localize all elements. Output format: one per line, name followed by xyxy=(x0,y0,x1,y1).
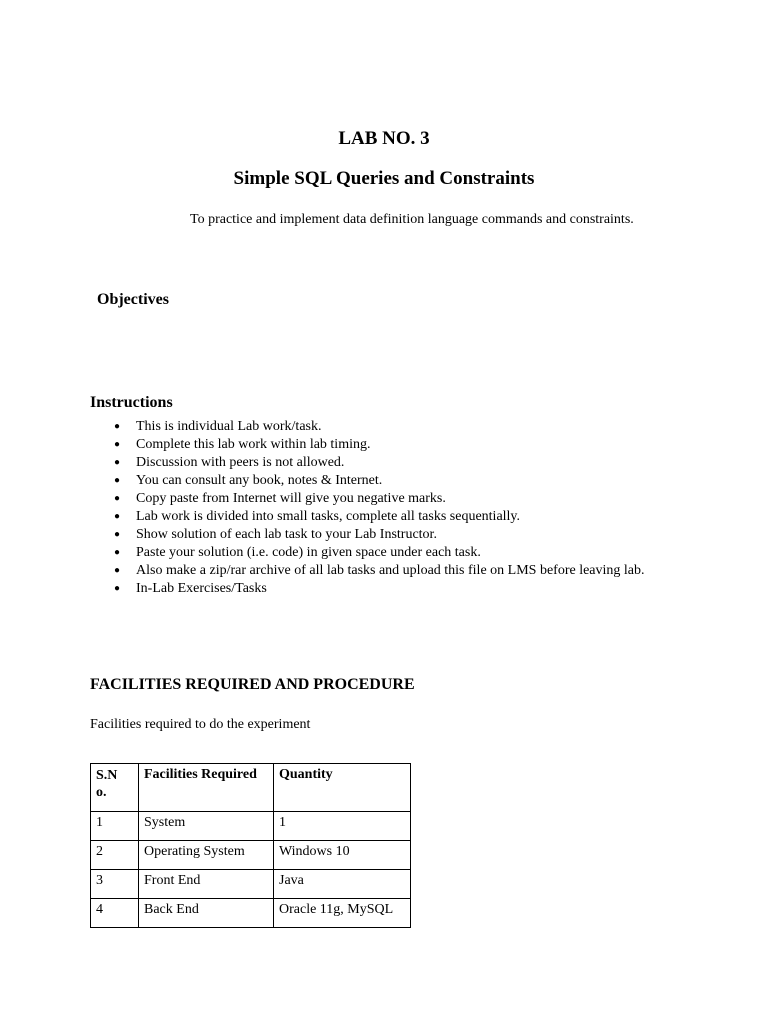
header-sno-text: S.No. xyxy=(96,768,118,800)
list-item-text: Also make a zip/rar archive of all lab tasks and upload this file on LMS before leaving lab. xyxy=(136,563,645,578)
list-item-text: Show solution of each lab task to your Lab Instructor. xyxy=(136,527,437,542)
instructions-heading: Instructions xyxy=(90,394,173,411)
objectives-label: Objectives xyxy=(97,291,169,308)
list-item xyxy=(90,562,690,580)
header-facilities: Facilities Required xyxy=(139,764,274,812)
list-item-text: Copy paste from Internet will give you negative marks. xyxy=(136,491,446,506)
bullet-icon: ● xyxy=(114,439,121,450)
bullet-icon: ● xyxy=(114,583,121,594)
list-item-text: In-Lab Exercises/Tasks xyxy=(136,581,267,596)
list-item-text: Paste your solution (i.e. code) in given space under each task. xyxy=(136,545,481,560)
cell-sno: 1 xyxy=(91,812,139,841)
list-item xyxy=(90,580,690,598)
cell-facility: System xyxy=(139,812,274,841)
facilities-table xyxy=(90,763,411,928)
header-sno xyxy=(91,764,139,812)
table-row xyxy=(91,841,411,870)
bullet-icon: ● xyxy=(114,529,121,540)
list-item-text: This is individual Lab work/task. xyxy=(136,419,322,434)
list-item-text: You can consult any book, notes & Internet. xyxy=(136,473,383,488)
list-item xyxy=(90,526,690,544)
list-item-text: Discussion with peers is not allowed. xyxy=(136,455,345,470)
bullet-icon: ● xyxy=(114,565,121,576)
list-item-text: Lab work is divided into small tasks, complete all tasks sequentially. xyxy=(136,509,521,524)
list-item xyxy=(90,418,690,436)
facilities-intro: Facilities required to do the experiment xyxy=(90,717,311,732)
header-quantity: Quantity xyxy=(274,764,411,812)
bullet-icon: ● xyxy=(114,475,121,486)
list-item xyxy=(90,490,690,508)
cell-facility: Operating System xyxy=(139,841,274,870)
bullet-icon: ● xyxy=(114,511,121,522)
cell-sno: 4 xyxy=(91,899,139,928)
lab-title-heading: Simple SQL Queries and Constraints xyxy=(233,168,535,189)
bullet-icon: ● xyxy=(114,457,121,468)
cell-quantity: Windows 10 xyxy=(274,841,411,870)
cell-quantity: 1 xyxy=(274,812,411,841)
table-row xyxy=(91,870,411,899)
list-item xyxy=(90,544,690,562)
objective-text: To practice and implement data definition language commands and constraints. xyxy=(190,212,634,227)
cell-facility: Back End xyxy=(139,899,274,928)
table-row xyxy=(91,812,411,841)
list-item-text: Complete this lab work within lab timing. xyxy=(136,437,371,452)
bullet-icon: ● xyxy=(114,493,121,504)
cell-quantity: Oracle 11g, MySQL xyxy=(274,899,411,928)
bullet-icon: ● xyxy=(114,547,121,558)
table-header-row xyxy=(91,764,411,812)
list-item xyxy=(90,472,690,490)
cell-sno: 3 xyxy=(91,870,139,899)
lab-number-heading: LAB NO. 3 xyxy=(338,128,430,149)
cell-sno: 2 xyxy=(91,841,139,870)
list-item xyxy=(90,508,690,526)
facilities-heading: FACILITIES REQUIRED AND PROCEDURE xyxy=(90,676,415,693)
instructions-list xyxy=(90,418,690,598)
cell-facility: Front End xyxy=(139,870,274,899)
table-row xyxy=(91,899,411,928)
bullet-icon: ● xyxy=(114,421,121,432)
list-item xyxy=(90,454,690,472)
cell-quantity: Java xyxy=(274,870,411,899)
list-item xyxy=(90,436,690,454)
